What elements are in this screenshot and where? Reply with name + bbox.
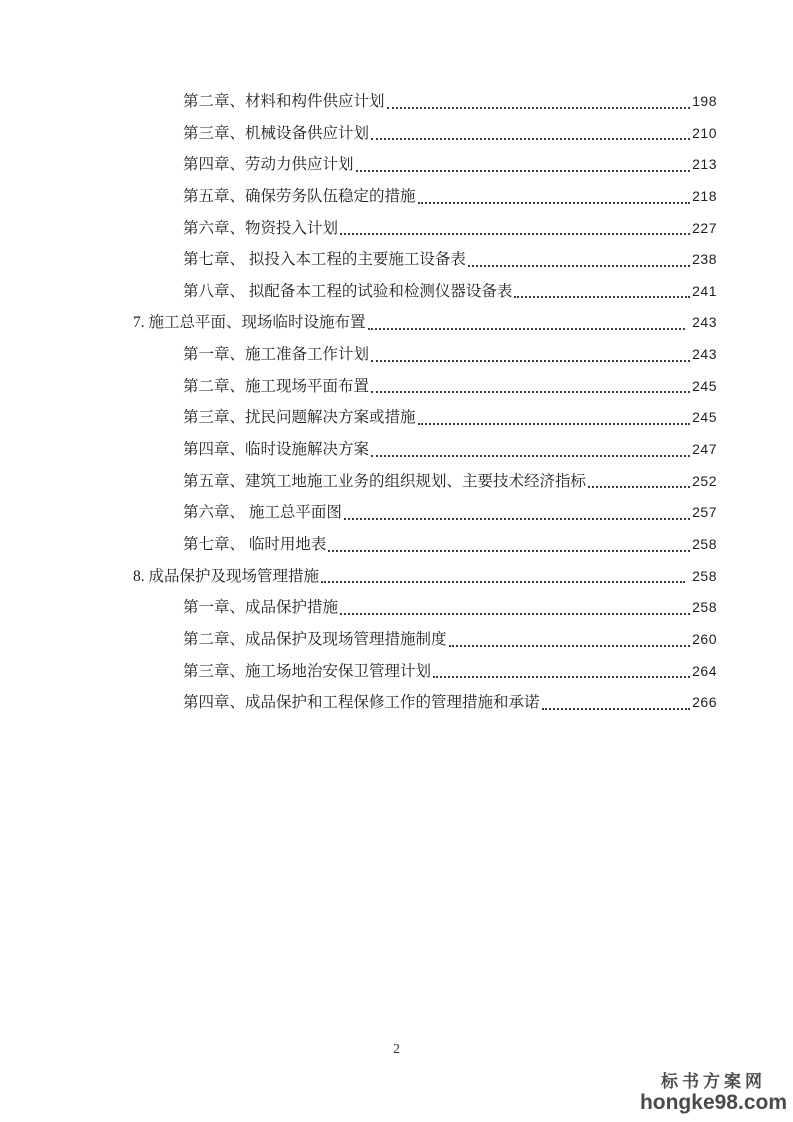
dot-leader (418, 423, 691, 425)
toc-entry (133, 529, 717, 561)
toc-entry-title: 8. 成品保护及现场管理措施 (133, 567, 320, 585)
toc-entry (133, 118, 717, 150)
toc-entry-title: 第一章、施工准备工作计划 (183, 346, 370, 364)
toc-entry (133, 466, 717, 498)
toc-entry-page-number: 257 (692, 504, 717, 521)
toc-entry-page-number: 210 (692, 124, 717, 141)
footer-page-number: 2 (393, 1041, 400, 1056)
dot-leader (371, 455, 690, 457)
toc-entry-title: 第四章、劳动力供应计划 (183, 156, 354, 174)
toc-entry-page-number: 227 (692, 219, 717, 236)
toc-entry-title: 第七章、 拟投入本工程的主要施工设备表 (183, 251, 466, 269)
toc-entry-title: 第二章、材料和构件供应计划 (183, 93, 385, 110)
toc-entry-title: 第六章、 施工总平面图 (183, 504, 342, 522)
dot-leader (356, 170, 691, 172)
toc-entry-title: 第一章、成品保护措施 (183, 599, 339, 617)
dot-leader (387, 107, 691, 109)
dot-leader (371, 138, 690, 140)
toc-entry-title: 第三章、机械设备供应计划 (183, 124, 370, 142)
toc-entry-title: 第二章、施工现场平面布置 (183, 377, 370, 395)
toc-entry (133, 339, 717, 371)
dot-leader (433, 676, 690, 678)
dot-leader (344, 518, 690, 520)
watermark-site-name: 标书方案网 (660, 1072, 766, 1092)
dot-leader (340, 233, 690, 235)
toc-entry-page-number: 241 (692, 282, 717, 299)
toc-entry-title: 第六章、物资投入计划 (183, 219, 339, 237)
toc-entry (133, 371, 717, 403)
toc-entry (133, 244, 717, 276)
dot-leader (321, 581, 685, 583)
toc-entry-page-number: 252 (692, 472, 717, 489)
toc-entry-title: 第四章、临时设施解决方案 (183, 441, 370, 459)
dot-leader (371, 391, 690, 393)
toc-entry-page-number: 264 (692, 662, 717, 679)
toc-entry-page-number: 213 (692, 156, 717, 173)
dot-leader (418, 202, 691, 204)
dot-leader (368, 328, 686, 330)
toc-entry-title: 第三章、施工场地治安保卫管理计划 (183, 662, 432, 680)
dot-leader (449, 645, 691, 647)
toc-entry (133, 213, 717, 245)
toc-entry-page-number: 218 (692, 187, 717, 204)
dot-leader (542, 708, 691, 710)
toc-entry-title: 7. 施工总平面、现场临时设施布置 (133, 314, 366, 332)
toc-entry (133, 181, 717, 213)
toc-entry-title: 第五章、建筑工地施工业务的组织规划、主要技术经济指标 (183, 472, 587, 490)
toc-entry (133, 656, 717, 688)
toc-entry-page-number: 258 (692, 599, 717, 616)
watermark (640, 1072, 787, 1114)
watermark-site-url: hongke98.com (639, 1090, 787, 1114)
dot-leader (588, 486, 690, 488)
toc-entry-page-number: 245 (692, 409, 717, 426)
toc-entry (133, 276, 717, 308)
toc-entry-page-number: 266 (692, 694, 717, 711)
dot-leader (328, 550, 690, 552)
dot-leader (514, 296, 690, 298)
toc-entry (133, 624, 717, 656)
toc-entry-page-number: 260 (692, 630, 717, 647)
toc-entry-title: 第二章、成品保护及现场管理措施制度 (183, 630, 447, 648)
toc-entry (133, 86, 717, 118)
toc-entry (133, 307, 717, 339)
toc-entry (133, 434, 717, 466)
toc-entry-page-number: 198 (692, 93, 717, 109)
toc-entry (133, 561, 717, 593)
table-of-contents (133, 86, 717, 719)
dot-leader (371, 360, 690, 362)
toc-entry (133, 149, 717, 181)
toc-entry-page-number: 258 (692, 567, 717, 584)
toc-entry (133, 687, 717, 719)
toc-entry-page-number: 247 (692, 441, 717, 458)
toc-entry-title: 第七章、 临时用地表 (183, 535, 327, 553)
toc-entry-title: 第五章、确保劳务队伍稳定的措施 (183, 187, 416, 205)
toc-entry-page-number: 238 (692, 251, 717, 268)
toc-entry-page-number: 258 (692, 535, 717, 552)
toc-entry-page-number: 243 (692, 346, 717, 363)
toc-entry-title: 第八章、 拟配备本工程的试验和检测仪器设备表 (183, 282, 513, 300)
toc-entry-title: 第四章、成品保护和工程保修工作的管理措施和承诺 (183, 694, 540, 712)
toc-entry (133, 592, 717, 624)
toc-entry (133, 497, 717, 529)
toc-entry-title: 第三章、扰民问题解决方案或措施 (183, 409, 416, 427)
toc-entry (133, 402, 717, 434)
toc-entry-page-number: 245 (692, 377, 717, 394)
toc-entry-page-number: 243 (692, 314, 717, 331)
dot-leader (468, 265, 690, 267)
dot-leader (340, 613, 690, 615)
